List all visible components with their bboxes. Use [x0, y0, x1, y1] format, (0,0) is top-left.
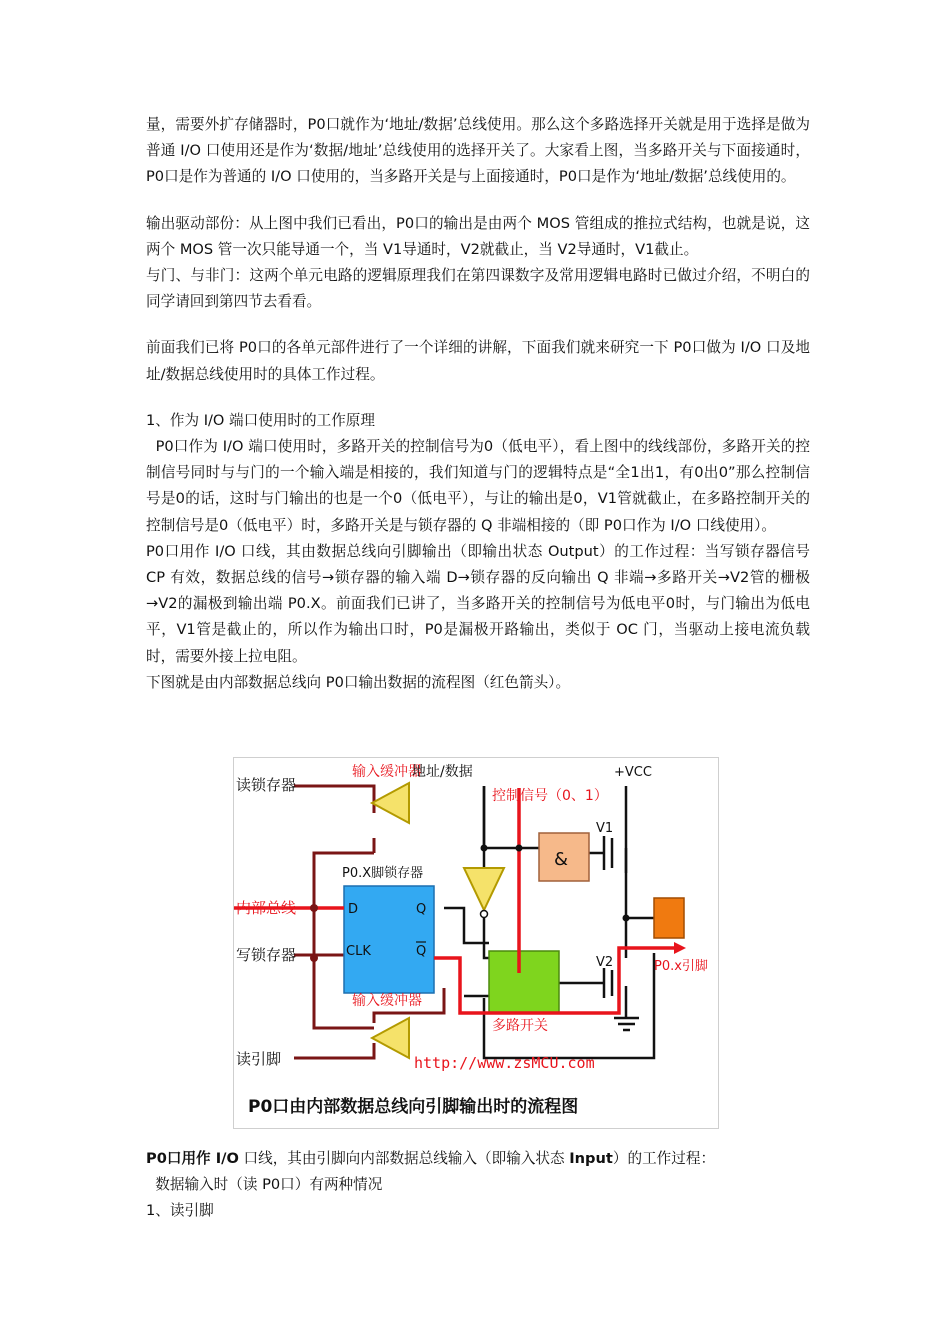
after-figure-text — [146, 1146, 810, 1225]
inverter-bubble — [481, 911, 488, 918]
red-arrowhead — [674, 942, 686, 954]
label-read-latch: 读锁存器 — [236, 776, 297, 794]
paragraph-figure-intro: 下图就是由内部数据总线向 P0口输出数据的流程图（红色箭头）。 — [146, 673, 571, 691]
text-input-desc: 口线，其由引脚向内部数据总线输入（即输入状态 — [238, 1150, 570, 1167]
paragraph-output-driver: 输出驱动部份：从上图中我们已看出，P0口的输出是由两个 MOS 管组成的推拉式结构，也就是说，这两个 MOS 管一次只能导通一个，当 V1导通时，V2就截止，当 V2导通时，V1截止。 — [146, 214, 810, 258]
bottom-buffer-triangle — [372, 1018, 409, 1058]
text-io-bold: I/O — [215, 1150, 239, 1167]
circuit-svg — [234, 758, 718, 1128]
paragraph-intro-process: 前面我们已将 P0口的各单元部件进行了一个详细的讲解，下面我们就来研究一下 P0口做为 I/O 口及地址/数据总线使用时的具体工作过程。 — [146, 339, 810, 383]
p0-output-flow-diagram — [233, 757, 719, 1129]
label-latch: P0.X脚锁存器 — [342, 866, 424, 881]
paragraph-mux-purpose: 量，需要外扩存储器时，P0口就作为‘地址/数据’总线使用。那么这个多路选择开关就是用于选择是做为普通 I/O 口使用还是作为‘数据/地址’总线使用的选择开关了。大家看上图，当多路开关与下面接通时，P0口是作为普通的 I/O 口使用的，当多路开关是与上面接通时，P0口是作为‘地址/数据’总线使用的。 — [146, 116, 810, 186]
mux-block — [489, 951, 559, 1013]
label-v2: V2 — [596, 955, 614, 970]
label-control-signal: 控制信号（0、1） — [492, 788, 608, 804]
label-input-buffer-bottom: 输入缓冲器 — [352, 993, 422, 1009]
label-q: Q — [416, 902, 427, 917]
subheading-read-pin: 1、读引脚 — [146, 1202, 214, 1220]
paragraph-io-principle: P0口作为 I/O 端口使用时，多路开关的控制信号为0（低电平），看上图中的线线部份，多路开关的控制信号同时与与门的一个输入端是相接的，我们知道与门的逻辑特点是“全1出1，有0出0”那么控制信号是0的话，这时与门输出的也是一个0（低电平），与让的输出是0，V1管就截止，在多路控制开关的控制信号是0（低电平）时，多路开关是与锁存器的 Q 非端相接的（即 P0口作为 I/O 口线使用）。 — [146, 438, 811, 534]
mux-buffer-triangle — [464, 868, 504, 910]
pin-block — [654, 898, 684, 938]
text-input-end: ）的工作过程： — [612, 1150, 716, 1167]
paragraph-and-gate: 与门、与非门：这两个单元电路的逻辑原理我们在第四课数字及常用逻辑电路时已做过介绍，不明白的同学请回到第四节去看看。 — [146, 267, 810, 311]
label-read-pin: 读引脚 — [236, 1050, 282, 1068]
label-internal-bus: 内部总线 — [236, 899, 297, 917]
label-d: D — [348, 902, 359, 917]
label-url: http://www.zsMCU.com — [414, 1054, 595, 1072]
top-buffer-triangle — [372, 783, 409, 823]
label-write-latch: 写锁存器 — [236, 946, 297, 964]
section-heading: 1、作为 I/O 端口使用时的工作原理 — [146, 411, 375, 429]
label-addr-data: 地址/数据 — [412, 764, 473, 780]
text-p0-bold: P0口用作 — [146, 1150, 216, 1167]
label-pin: P0.x引脚 — [654, 959, 708, 974]
label-input-buffer-top: 输入缓冲器 — [352, 764, 422, 780]
figure-caption: P0口由内部数据总线向引脚输出时的流程图 — [248, 1097, 579, 1117]
paragraph-input-process — [146, 1146, 810, 1172]
label-clk: CLK — [346, 944, 371, 959]
label-and-symbol: & — [554, 849, 569, 870]
label-qbar: Q — [416, 944, 427, 959]
label-v1: V1 — [596, 821, 614, 836]
document-body — [146, 112, 815, 696]
text-input-bold: Input — [569, 1150, 613, 1167]
figure-labels — [236, 763, 708, 1117]
label-mux: 多路开关 — [492, 1018, 548, 1034]
label-vcc: +VCC — [614, 765, 652, 780]
paragraph-two-cases: 数据输入时（读 P0口）有两种情况 — [146, 1176, 383, 1194]
paragraph-output-process: P0口用作 I/O 口线，其由数据总线向引脚输出（即输出状态 Output）的工作过程：当写锁存器信号 CP 有效，数据总线的信号→锁存器的输入端 D→锁存器的反向输出 Q 非端→多路开关→V2管的栅极→V2的漏极到输出端 P0.X。前面我们已讲了，当多路开关的控制信号为低电平0时，与门输出为低电平，V1管是截止的，所以作为输出口时，P0是漏极开路输出，类似于 OC 门，当驱动上接电流负载时，需要外接上拉电阻。 — [146, 542, 815, 665]
